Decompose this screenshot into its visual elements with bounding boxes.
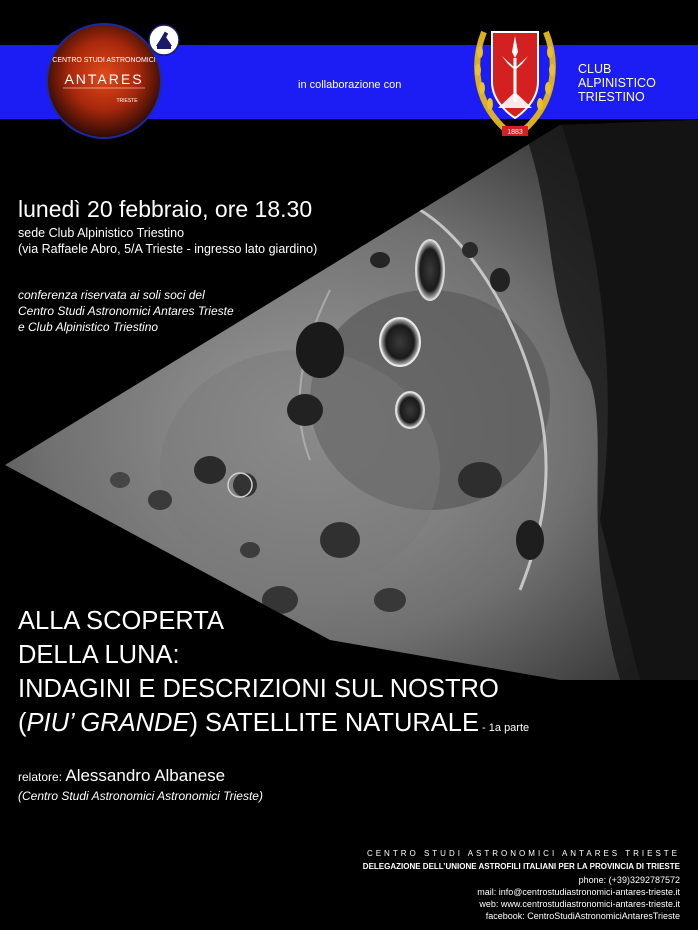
- footer-delegation: DELEGAZIONE DELL’UNIONE ASTROFILI ITALIANI PER LA PROVINCIA DI TRIESTE: [362, 862, 680, 872]
- antares-top-text: CENTRO STUDI ASTRONOMICI: [52, 57, 156, 64]
- club-name-line-2: ALPINISTICO: [578, 76, 656, 90]
- title-part: - 1a parte: [479, 722, 530, 734]
- footer-contacts: [363, 848, 680, 923]
- footer-phone: phone: (+39)3292787572: [578, 874, 680, 885]
- club-name: [578, 62, 656, 104]
- title-line-3: INDAGINI E DESCRIZIONI SUL NOSTRO: [18, 675, 499, 703]
- conference-title: [18, 604, 529, 745]
- reserved-line-2: Centro Studi Astronomici Antares Trieste: [18, 304, 234, 318]
- title-rest: ) SATELLITE NATURALE: [189, 709, 479, 737]
- alpine-club-crest-icon: [470, 22, 560, 146]
- footer-mail: mail: info@centrostudiastronomici-antares-trieste.it: [477, 886, 680, 897]
- club-name-line-3: TRIESTINO: [578, 90, 645, 104]
- speaker-name: Alessandro Albanese: [65, 766, 226, 785]
- event-venue: [18, 225, 317, 257]
- antares-name: ANTARES: [64, 71, 144, 87]
- title-line-4: [18, 706, 529, 745]
- title-italic: PIU’ GRANDE: [26, 709, 190, 737]
- title-paren-open: (: [18, 709, 27, 737]
- title-line-1: ALLA SCOPERTA: [18, 607, 224, 635]
- title-line-2: DELLA LUNA:: [18, 641, 180, 669]
- crest-year: 1883: [507, 129, 523, 136]
- speaker-affiliation: (Centro Studi Astronomici Astronomici Trieste): [18, 789, 263, 803]
- footer-web: web: www.centrostudiastronomici-antares-trieste.it: [479, 899, 680, 910]
- antares-city: TRIESTE: [116, 98, 138, 104]
- event-date: lunedì 20 febbraio, ore 18.30: [18, 196, 313, 222]
- footer-facebook: facebook: CentroStudiAstronomiciAntaresTrieste: [485, 911, 680, 922]
- reserved-notice: [18, 287, 234, 335]
- collaboration-text: in collaborazione con: [298, 79, 402, 91]
- antares-logo: [45, 22, 163, 140]
- club-name-line-1: CLUB: [578, 62, 612, 76]
- reserved-line-3: e Club Alpinistico Triestino: [18, 320, 159, 334]
- venue-line-1: sede Club Alpinistico Triestino: [18, 226, 185, 240]
- reserved-line-1: conferenza riservata ai soli soci del: [18, 288, 205, 302]
- footer-org: CENTRO STUDI ASTRONOMICI ANTARES TRIESTE: [366, 849, 680, 858]
- speaker-label: relatore:: [18, 770, 66, 784]
- venue-line-2: (via Raffaele Abro, 5/A Trieste - ingresso lato giardino): [18, 242, 318, 256]
- observatory-telescope-icon: [148, 24, 180, 56]
- speaker: [18, 766, 225, 786]
